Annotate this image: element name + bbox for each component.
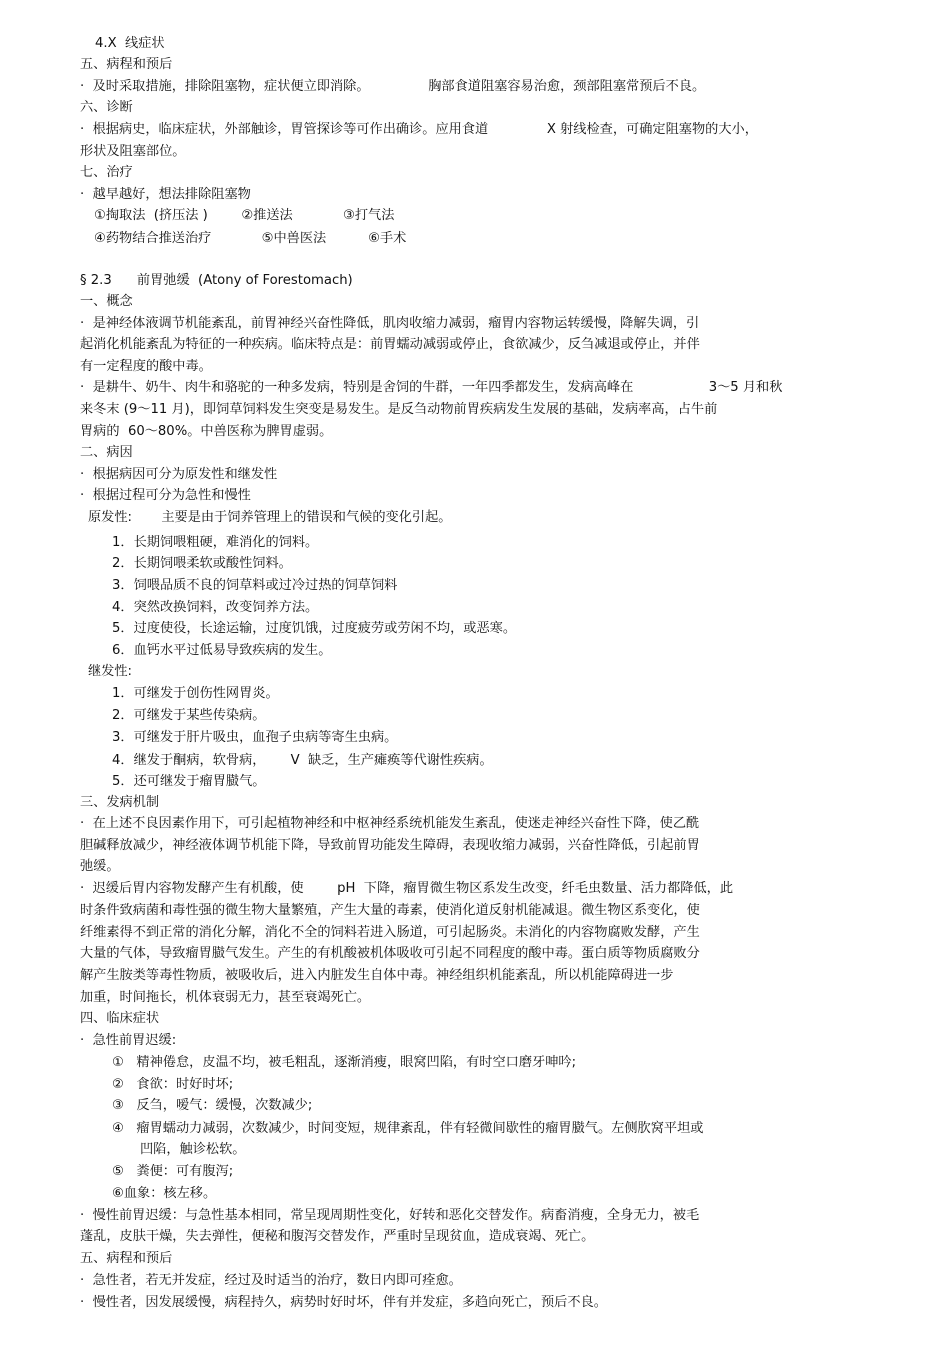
text-line: 起消化机能紊乱为特征的一种疾病。临床特点是：前胃蠕动减弱或停止，食欲减少，反刍减退或停止，并伴	[80, 337, 700, 352]
text-line: · 急性前胃迟缓:	[80, 1033, 177, 1048]
text-line: 时条件致病菌和毒性强的微生物大量繁殖，产生大量的毒素，使消化道反射机能减退。微生物区系变化，使	[80, 903, 700, 918]
text-line: 来冬末 (9～11 月)，即饲草饲料发生突变是易发生。是反刍动物前胃疾病发生发展的基础，发病率高，占牛前	[80, 402, 718, 417]
text-line: 胆碱释放减少，神经液体调节机能下降，导致前胃功能发生障碍，表现收缩力减弱，兴奋性降低，引起前胃	[80, 838, 700, 853]
text-line: 4.X 线症状	[95, 36, 165, 51]
text-line: 五、病程和预后	[80, 1251, 173, 1266]
text-line: 六、诊断	[80, 100, 133, 115]
text-line: 大量的气体，导致瘤胃臌气发生。产生的有机酸被机体吸收可引起不同程度的酸中毒。蛋白质等物质腐败分	[80, 946, 700, 961]
text-line: 6．血钙水平过低易导致疾病的发生。	[112, 643, 332, 658]
text-line: ⑥血象：核左移。	[112, 1186, 217, 1201]
text-line: 一、概念	[80, 294, 133, 309]
text-line: · 急性者，若无并发症，经过及时适当的治疗，数日内即可痊愈。	[80, 1273, 462, 1288]
text-line: 二、病因	[80, 445, 133, 460]
text-line: · 根据病因可分为原发性和继发性	[80, 467, 278, 482]
text-line: 加重，时间拖长，机体衰弱无力，甚至衰竭死亡。	[80, 990, 371, 1005]
text-line: 1．长期饲喂粗硬，难消化的饲料。	[112, 535, 319, 550]
text-line: 2．可继发于某些传染病。	[112, 708, 266, 723]
text-line: · 慢性前胃迟缓：与急性基本相同，常呈现周期性变化，好转和恶化交替发作。病畜消瘦，全身无力，被毛	[80, 1208, 700, 1223]
text-line: 原发性: 主要是由于饲养管理上的错误和气候的变化引起。	[88, 510, 452, 525]
text-line: 4．继发于酮病，软骨病， V 缺乏，生产瘫痪等代谢性疾病。	[112, 753, 493, 768]
text-line: 蓬乱，皮肤干燥，失去弹性，便秘和腹泻交替发作，严重时呈现贫血，造成衰竭、死亡。	[80, 1229, 595, 1244]
text-line: 4．突然改换饲料，改变饲养方法。	[112, 600, 319, 615]
text-line: 继发性:	[88, 664, 133, 679]
text-line: 解产生胺类等毒性物质，被吸收后，进入内脏发生自体中毒。神经组织机能紊乱，所以机能障碍进一步	[80, 968, 674, 983]
text-line: 五、病程和预后	[80, 57, 173, 72]
text-line: 3．可继发于肝片吸虫，血孢子虫病等寄生虫病。	[112, 730, 398, 745]
text-line: ② 食欲：时好时坏;	[112, 1077, 234, 1092]
text-line: · 是耕牛、奶牛、肉牛和骆驼的一种多发病，特别是舍饲的牛群，一年四季都发生，发病高峰在 3～5 月和秋	[80, 380, 783, 395]
text-line: 弛缓。	[80, 859, 120, 874]
text-line: · 根据过程可分为急性和慢性	[80, 488, 251, 503]
text-line: · 在上述不良因素作用下，可引起植物神经和中枢神经系统机能发生紊乱，使迷走神经兴奋性下降，使乙酰	[80, 816, 700, 831]
text-line: ④药物结合推送治疗 ⑤中兽医法 ⑥手术	[94, 231, 407, 246]
text-line: 5．过度使役，长途运输，过度饥饿，过度疲劳或劳闲不均，或恶寒。	[112, 621, 517, 636]
text-line: · 迟缓后胃内容物发酵产生有机酸，使 pH 下降，瘤胃微生物区系发生改变，纤毛虫数量、活力都降低，此	[80, 881, 734, 896]
text-line: 纤维素得不到正常的消化分解，消化不全的饲料若进入肠道，可引起肠炎。未消化的内容物腐败发酵，产生	[80, 925, 700, 940]
text-line: ① 精神倦怠，皮温不均，被毛粗乱，逐渐消瘦，眼窝凹陷，有时空口磨牙呻吟;	[112, 1055, 577, 1070]
text-line: ①掏取法 (挤压法 ) ②推送法 ③打气法	[94, 208, 395, 223]
text-line: 1．可继发于创伤性网胃炎。	[112, 686, 279, 701]
text-line: 四、临床症状	[80, 1011, 160, 1026]
text-line: · 是神经体液调节机能紊乱，前胃神经兴奋性降低，肌肉收缩力减弱，瘤胃内容物运转缓慢，降解失调，引	[80, 316, 700, 331]
text-line: 2．长期饲喂柔软或酸性饲料。	[112, 556, 292, 571]
text-line: 形状及阻塞部位。	[80, 144, 186, 159]
text-line: 三、发病机制	[80, 795, 160, 810]
text-line: · 慢性者，因发展缓慢，病程持久，病势时好时坏，伴有并发症，多趋向死亡，预后不良。	[80, 1295, 607, 1310]
text-line: ④ 瘤胃蠕动力减弱，次数减少，时间变短，规律紊乱，伴有轻微间歇性的瘤胃臌气。左侧肷窝平坦或	[112, 1121, 704, 1136]
text-line: ⑤ 粪便：可有腹泻;	[112, 1164, 234, 1179]
text-line: 有一定程度的酸中毒。	[80, 359, 212, 374]
text-line: ③ 反刍，嗳气：缓慢，次数减少;	[112, 1098, 313, 1113]
text-line: · 及时采取措施，排除阻塞物，症状便立即消除。 胸部食道阻塞容易治愈，颈部阻塞常预后不良。	[80, 79, 706, 94]
text-line: 3．饲喂品质不良的饲草料或过冷过热的饲草饲料	[112, 578, 398, 593]
text-line: § 2.3 前胃弛缓 (Atony of Forestomach)	[80, 273, 353, 288]
text-line: 凹陷，触诊松软。	[140, 1142, 246, 1157]
text-line: 七、治疗	[80, 165, 133, 180]
text-line: · 越早越好，想法排除阻塞物	[80, 187, 251, 202]
text-line: · 根据病史，临床症状，外部触诊，胃管探诊等可作出确诊。应用食道 X 射线检查，可确定阻塞物的大小，	[80, 122, 758, 137]
text-line: 5．还可继发于瘤胃臌气。	[112, 774, 266, 789]
text-line: 胃病的 60～80%。中兽医称为脾胃虚弱。	[80, 424, 333, 439]
